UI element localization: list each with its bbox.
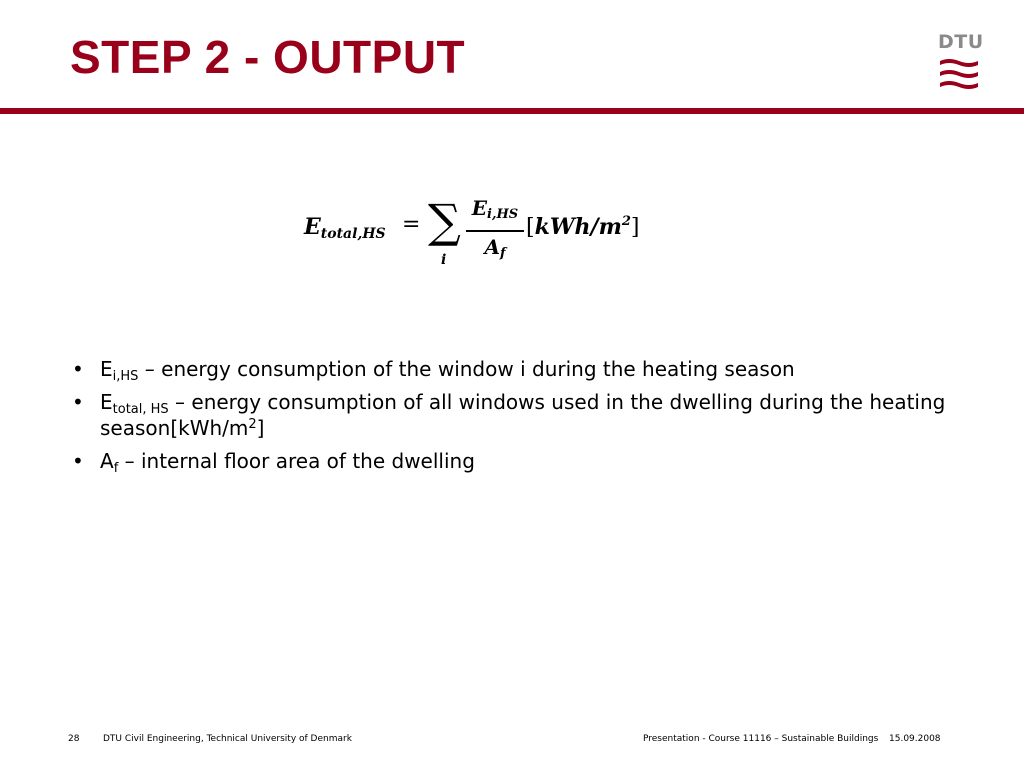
footer-date: 15.09.2008 bbox=[889, 734, 941, 744]
slide-title: STEP 2 - OUTPUT bbox=[70, 31, 466, 83]
footer-page-number: 28 bbox=[68, 734, 80, 744]
list-item: • $E_{i,HS}$ – energy consumption of the window i during the heating season bbox=[70, 356, 950, 382]
dtu-logo-waves-icon bbox=[938, 57, 980, 91]
sum-symbol: ∑ bbox=[428, 194, 461, 248]
footer-presentation: Presentation - Course 11116 – Sustainable Buildings bbox=[643, 734, 879, 744]
list-item: • $A_f$ – internal floor area of the dwelling bbox=[70, 448, 950, 474]
footer-institution: DTU Civil Engineering, Technical University of Denmark bbox=[103, 734, 352, 744]
title-divider bbox=[0, 108, 1024, 114]
fraction-numerator: $E_{i,HS}$ bbox=[471, 196, 519, 222]
fraction-denominator: $A_f$ bbox=[484, 235, 506, 261]
list-item: • $E_{total, HS}$ – energy consumption of all windows used in the dwelling during the heating $season[kWh/m^2]$ bbox=[70, 389, 950, 441]
energy-formula bbox=[300, 196, 660, 276]
formula-unit: $[kWh/m^2]$ bbox=[526, 214, 640, 240]
definition-list bbox=[70, 356, 950, 481]
formula-lhs: $E_{total,HS}$ bbox=[304, 214, 386, 242]
dtu-logo bbox=[938, 31, 984, 93]
formula-fraction bbox=[466, 196, 524, 266]
dtu-logo-text: DTU bbox=[938, 31, 984, 53]
formula-equals: = bbox=[402, 212, 421, 237]
fraction-bar bbox=[466, 230, 524, 232]
sum-index: i bbox=[441, 252, 447, 268]
